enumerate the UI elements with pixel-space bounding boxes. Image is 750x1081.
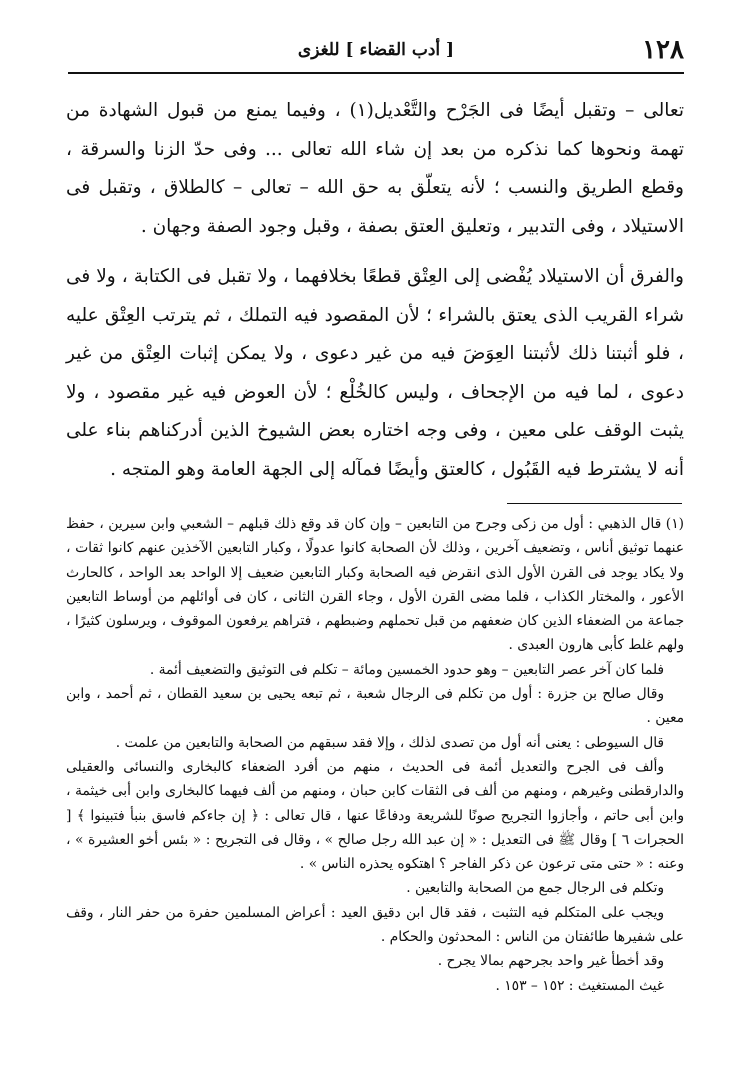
footnote-item: ويجب على المتكلم فيه التثبت ، فقد قال ابن دقيق العيد : أعراض المسلمين حفرة من حفر النار ، وقف على شفيرها طائفتان من الناس : المحدثون والحكام . [66, 904, 684, 946]
footnote-item: وقد أخطأ غير واحد بجرحهم بمالا يجرح . [437, 953, 664, 970]
footnote-item: وألف فى الجرح والتعديل أئمة فى الحديث ، منهم من أفرد الضعفاء كالبخارى والنسائى والعقيلى والدارقطنى وغيرهم ، ومنهم من ألف فى الثقات كابن حبان ، ومنهم من ألف فيهما كالبخارى وابن أبى خيثمة ، وابن أبى حاتم ، وأجازوا التجريح صونًا للشريعة ودفاعًا عنها ، قال تعالى : ﴿ إن جاءكم فاسق بنبأ فتبينوا ﴾ [ الحجرات ٦ ] وقال ﷺ فى التعديل : « إن عبد الله رجل صالح » ، وقال فى التجريح : « بئس أخو العشيرة » ، وعنه : « حتى متى ترعون عن ذكر الفاجر ؟ اهتكوه يحذره الناس » . [66, 758, 684, 873]
header-rule [68, 72, 684, 74]
footnote-separator [507, 503, 682, 504]
paragraph-1: تعالى – وتقبل أيضًا فى الجَرْح والتَّعْديل(١) ، وفيما يمنع من قبول الشهادة من تهمة ونحوها كما نذكره من بعد إن شاء الله تعالى ... وفى حدّ الزنا والسرقة ، وقطع الطريق والنسب ؛ لأنه يتعلّق به حق الله – تعالى – كالطلاق ، وتقبل فى الاستيلاد ، وفى التدبير ، وتعليق العتق بصفة ، وقبل وجود الصفة وجهان . [66, 100, 685, 237]
footnote-item: فلما كان آخر عصر التابعين – وهو حدود الخمسين ومائة – تكلم فى التوثيق والتضعيف أئمة . [149, 661, 664, 678]
running-title: [ أدب القضاء ] للغزى [297, 40, 455, 60]
page-header [68, 30, 684, 70]
page-number: ١٢٨ [642, 35, 684, 65]
main-text [66, 92, 684, 489]
paragraph-2: والفرق أن الاستيلاد يُفْضى إلى العِتْق قطعًا بخلافهما ، ولا تقبل فى الكتابة ، ولا فى شراء القريب الذى يعتق بالشراء ؛ لأن المقصود فيه التملك ، ثم يترتب العِتْق عليه ، فلو أثبتنا ذلك لأثبتنا العِوَضَ فيه من غير دعوى ، ولا يمكن إثبات العِتْق من غير دعوى ، لما فيه من الإجحاف ، وليس كالخُلْع ؛ لأن العوض فيه غير مقصود ، ولا يثبت الوقف على معين ، وفى وجه اختاره بعض الشيوخ الذين أدركناهم بناء على أنه لا يشترط فيه القَبُول ، كالعتق وأيضًا فمآله إلى الجهة العامة وهو المتجه . [66, 266, 684, 480]
footnote-source: غيث المستغيث : ١٥٢ – ١٥٣ . [495, 977, 664, 994]
footnote-item: (١) قال الذهبي : أول من زكى وجرح من التابعين – وإن كان قد وقع ذلك قبلهم – الشعبي وابن سيرين ، حفظ عنهما توثيق أناس ، وتضعيف آخرين ، وذلك لأن الصحابة كانوا عدولًا ، وكبار التابعين الآخذين عنهم كانوا ثقات ، ولا يكاد يوجد فى القرن الأول الذى انقرض فيه الصحابة وكبار التابعين ضعيف إلا الواحد بعد الواحد ، كالحارث الأعور ، والمختار الكذاب ، فلما مضى القرن الأول ، وجاء القرن الثانى ، كان فى أوائلهم من أوساط التابعين جماعة من الضعفاء الذين كان ضعفهم من قبل تحملهم وضبطهم ، فتراهم يرفعون الموقوف ، ويرسلون كثيرًا ، ولهم غلط كأبى هارون العبدى . [66, 516, 684, 654]
footnotes [66, 512, 684, 998]
footnote-item: وتكلم فى الرجال جمع من الصحابة والتابعين . [406, 880, 664, 897]
footnote-item: قال السيوطى : يعنى أنه أول من تصدى لذلك ، وإلا فقد سبقهم من الصحابة والتابعين من علمت . [115, 734, 664, 751]
footnote-item: وقال صالح بن جزرة : أول من تكلم فى الرجال شعبة ، ثم تبعه يحيى بن سعيد القطان ، ثم أحمد ، وابن معين . [66, 686, 684, 727]
